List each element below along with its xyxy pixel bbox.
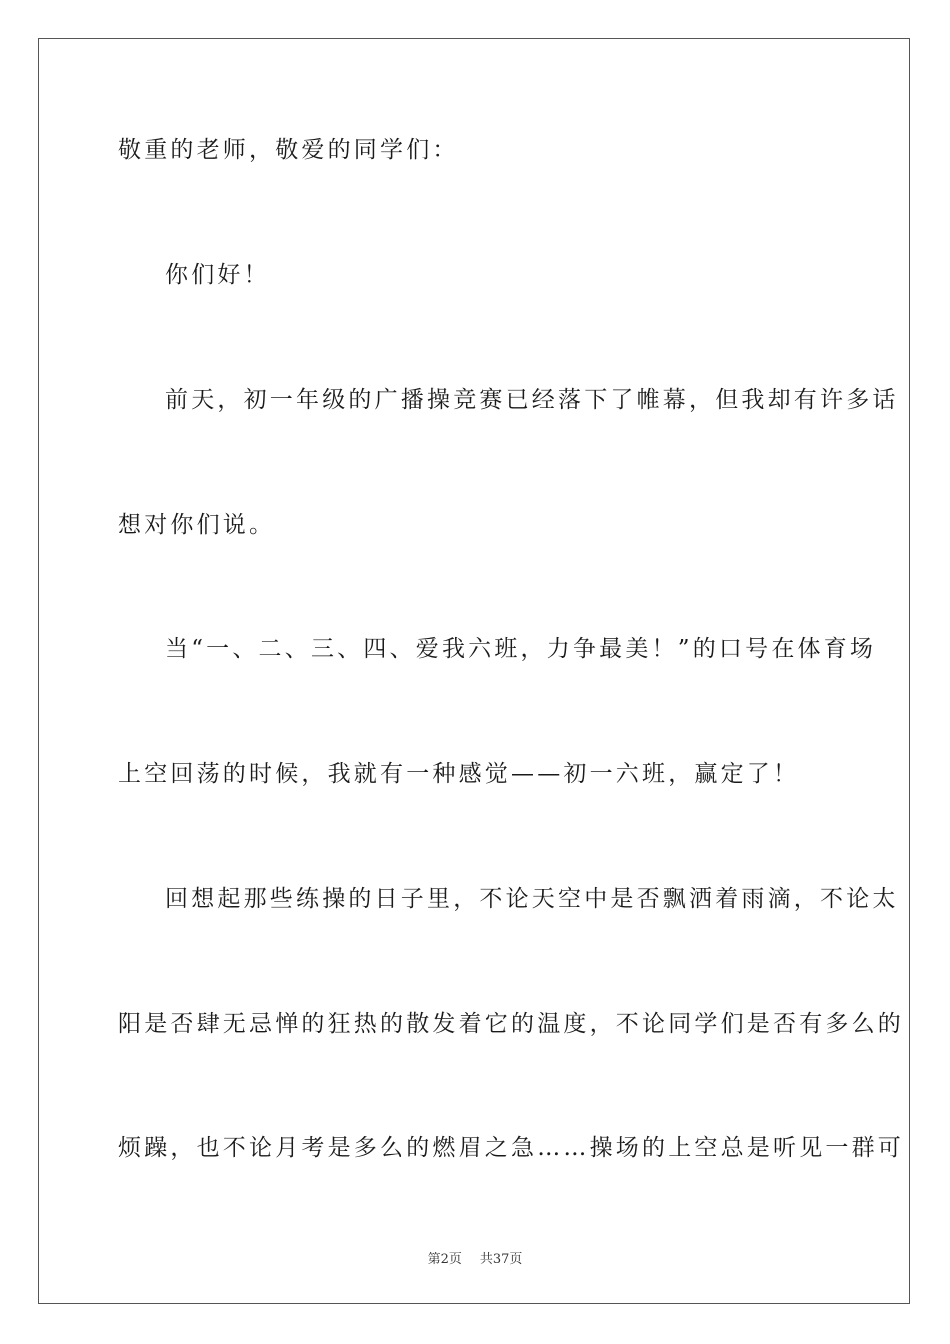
paragraph-3-line-3: 烦躁，也不论月考是多么的燃眉之急……操场的上空总是听见一群可 xyxy=(118,1135,904,1161)
page-footer xyxy=(0,1248,950,1267)
salutation-line: 敬重的老师，敬爱的同学们： xyxy=(118,137,459,163)
paragraph-3-line-2: 阳是否肆无忌惮的狂热的散发着它的温度，不论同学们是否有多么的 xyxy=(118,1011,904,1037)
page-border xyxy=(38,38,910,1304)
greeting-line: 你们好！ xyxy=(165,262,270,288)
paragraph-2-line-1: 当“一、二、三、四、爱我六班，力争最美！”的口号在体育场 xyxy=(165,636,877,662)
paragraph-3-line-1: 回想起那些练操的日子里，不论天空中是否飘洒着雨滴，不论太 xyxy=(165,886,899,912)
paragraph-1-line-2: 想对你们说。 xyxy=(118,512,276,538)
paragraph-2-line-2: 上空回荡的时候，我就有一种感觉——初一六班，赢定了！ xyxy=(118,761,800,787)
page-number: 第2页 xyxy=(427,1252,462,1267)
page-total: 共37页 xyxy=(479,1252,523,1267)
paragraph-1-line-1: 前天，初一年级的广播操竞赛已经落下了帷幕，但我却有许多话 xyxy=(165,387,899,413)
